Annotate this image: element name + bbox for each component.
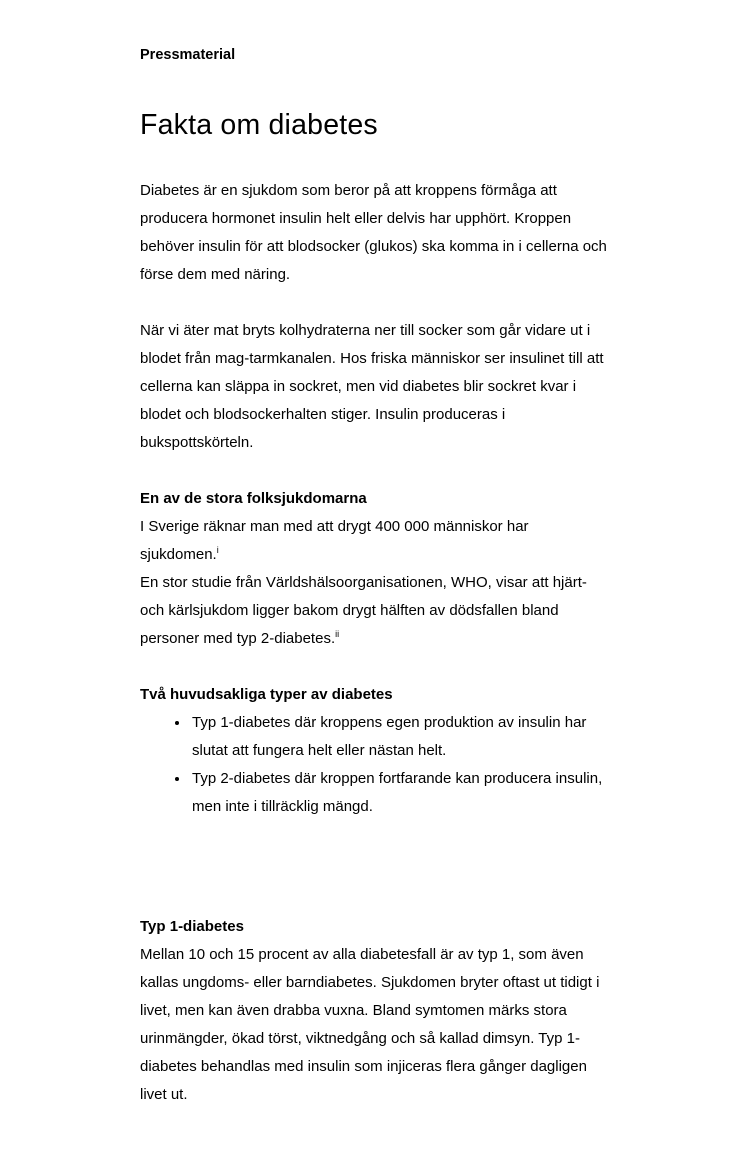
document-kicker: Pressmaterial — [140, 47, 236, 63]
endnote-ref-i: i — [216, 545, 219, 555]
sentence-sweden-statistic — [140, 513, 608, 569]
section-heading-typer: Två huvudsakliga typer av diabetes — [140, 686, 393, 703]
section-heading-folksjukdomarna: En av de stora folksjukdomarna — [140, 490, 367, 507]
section-typer — [140, 681, 608, 821]
section-heading-typ-1-diabetes: Typ 1-diabetes — [140, 918, 244, 935]
list-item-typ-1-diabetes: • Typ 1-diabetes där kroppens egen produktion av insulin har slutat att fungera helt eller nästan helt. — [190, 709, 608, 765]
paragraph-typ-1-diabetes: Mellan 10 och 15 procent av alla diabetesfall är av typ 1, som även kallas ungdoms- eller barndiabetes. Sjukdomen bryter oftast ut tidigt i livet, men kan även drabba vuxna. Bland symtomen märks stora urinmängder, ökad törst, viktnedgång och så kallad dimsyn. Typ 1-diabetes behandlas med insulin som injiceras flera gånger dagligen livet ut. — [140, 946, 600, 1103]
sentence-who-study — [140, 569, 608, 653]
sentence-who-study-text: En stor studie från Världshälsoorganisationen, WHO, visar att hjärt-och kärlsjukdom ligger bakom drygt hälften av dödsfallen bland personer med typ 2-diabetes. — [140, 574, 587, 647]
paragraph-intro-1: Diabetes är en sjukdom som beror på att kroppens förmåga att producera hormonet insulin helt eller delvis har upphört. Kroppen behöver insulin för att blodsocker (glukos) ska komma in i cellerna och förse dem med näring. — [140, 182, 607, 283]
list-item-typ-2-diabetes: • Typ 2-diabetes där kroppen fortfarande kan producera insulin, men inte i tillräcklig mängd. — [190, 765, 608, 821]
paragraph-intro-2: När vi äter mat bryts kolhydraterna ner till socker som går vidare ut i blodet från mag-tarmkanalen. Hos friska människor ser insulinet till att cellerna kan släppa in sockret, men vid diabetes blir sockret kvar i blodet och blodsockerhalten stiger. Insulin produceras i bukspottskörteln. — [140, 322, 604, 451]
page-title: Fakta om diabetes — [140, 109, 378, 141]
section-folksjukdomarna — [140, 485, 608, 653]
sentence-sweden-statistic-text: I Sverige räknar man med att drygt 400 000 människor har sjukdomen. — [140, 518, 529, 563]
section-typ-1-diabetes — [140, 913, 608, 1109]
diabetes-types-list — [140, 709, 608, 821]
paragraph-folksjukdomarna — [140, 513, 608, 653]
endnote-ref-ii: ii — [335, 629, 340, 639]
